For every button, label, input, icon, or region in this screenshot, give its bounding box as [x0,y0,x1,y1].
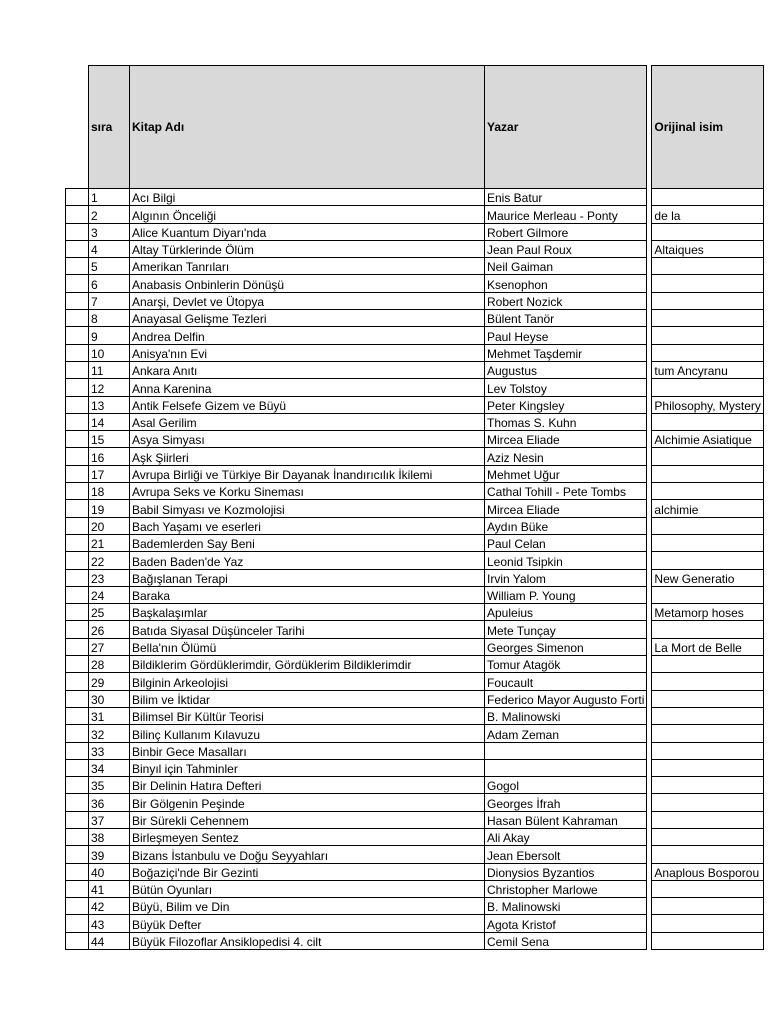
row-blank-cell [66,759,89,776]
book-title-cell[interactable]: Bir Sürekli Cehennem [130,811,485,828]
table-row [66,742,764,759]
author-cell[interactable]: Dionysios Byzantios [485,863,647,880]
row-number-cell[interactable]: 2 [89,206,130,223]
book-title-cell[interactable]: Amerikan Tanrıları [130,258,485,275]
author-cell[interactable]: Apuleius [485,604,647,621]
row-number-cell[interactable]: 6 [89,275,130,292]
row-number-cell[interactable]: 18 [89,483,130,500]
row-blank-cell [66,656,89,673]
table-row [66,413,764,430]
row-blank-cell [66,413,89,430]
author-cell[interactable]: Federico Mayor Augusto Forti [485,690,647,707]
row-number-cell[interactable]: 42 [89,898,130,915]
original-title-cell[interactable] [652,483,763,500]
author-cell[interactable]: Mete Tunçay [485,621,647,638]
author-cell[interactable]: Bülent Tanör [485,310,647,327]
author-cell[interactable]: Maurice Merleau - Ponty [485,206,647,223]
original-title-cell[interactable]: alchimie [652,500,763,517]
row-number-cell[interactable]: 27 [89,638,130,655]
table-row [66,310,764,327]
row-blank-cell [66,310,89,327]
author-cell[interactable]: Gogol [485,777,647,794]
row-number-cell[interactable]: 14 [89,413,130,430]
author-cell[interactable]: Hasan Bülent Kahraman [485,811,647,828]
author-cell[interactable]: B. Malinowski [485,707,647,724]
row-number-cell[interactable]: 13 [89,396,130,413]
table-row [66,932,764,949]
author-cell[interactable] [485,759,647,776]
row-blank-cell [66,707,89,724]
book-title-cell[interactable]: Bir Gölgenin Peşinde [130,794,485,811]
book-title-cell[interactable]: Bildiklerim Gördüklerimdir, Gördüklerim Bildiklerimdir [130,656,485,673]
original-title-cell[interactable] [652,534,763,551]
row-blank-cell [66,725,89,742]
book-title-cell[interactable]: Alice Kuantum Diyarı'nda [130,223,485,240]
row-number-cell[interactable]: 10 [89,344,130,361]
row-number-cell[interactable]: 12 [89,379,130,396]
row-number-cell[interactable]: 36 [89,794,130,811]
original-title-cell[interactable] [652,759,763,776]
original-title-cell[interactable] [652,517,763,534]
author-cell[interactable]: Adam Zeman [485,725,647,742]
author-cell[interactable]: Robert Nozick [485,292,647,309]
row-number-cell[interactable]: 5 [89,258,130,275]
row-number-cell[interactable]: 17 [89,465,130,482]
row-blank-cell [66,223,89,240]
author-cell[interactable]: Paul Celan [485,534,647,551]
row-number-cell[interactable]: 41 [89,880,130,897]
author-cell[interactable]: Foucault [485,673,647,690]
row-blank-cell [66,932,89,949]
row-blank-cell [66,379,89,396]
row-blank-cell [66,569,89,586]
row-number-cell[interactable]: 21 [89,534,130,551]
original-title-cell[interactable] [652,552,763,569]
row-number-cell[interactable]: 29 [89,673,130,690]
table-row [66,206,764,223]
row-blank-cell [66,846,89,863]
book-title-cell[interactable]: Algının Önceliği [130,206,485,223]
author-cell[interactable]: Enis Batur [485,189,647,206]
author-cell[interactable]: Lev Tolstoy [485,379,647,396]
original-title-cell[interactable] [652,465,763,482]
book-title-cell[interactable]: Bella'nın Ölümü [130,638,485,655]
book-title-cell[interactable]: Binyıl için Tahminler [130,759,485,776]
row-blank-cell [66,275,89,292]
author-cell[interactable]: Aziz Nesin [485,448,647,465]
book-title-cell[interactable]: Avrupa Birliği ve Türkiye Bir Dayanak İnandırıcılık İkilemi [130,465,485,482]
book-title-cell[interactable]: Batıda Siyasal Düşünceler Tarihi [130,621,485,638]
row-blank-cell [66,189,89,206]
table-row [66,604,764,621]
original-title-cell[interactable]: de la [652,206,763,223]
row-number-cell[interactable]: 9 [89,327,130,344]
author-cell[interactable] [485,742,647,759]
table-row [66,258,764,275]
author-cell[interactable]: Robert Gilmore [485,223,647,240]
row-number-cell[interactable]: 22 [89,552,130,569]
table-row [66,707,764,724]
table-row [66,621,764,638]
row-number-cell[interactable]: 34 [89,759,130,776]
row-number-cell[interactable]: 35 [89,777,130,794]
author-cell[interactable]: Paul Heyse [485,327,647,344]
table-row [66,534,764,551]
original-title-cell[interactable] [652,742,763,759]
row-number-cell[interactable]: 26 [89,621,130,638]
book-title-cell[interactable]: Bilim ve İktidar [130,690,485,707]
table-row [66,344,764,361]
book-title-cell[interactable]: Aşk Şiirleri [130,448,485,465]
row-blank-cell [66,915,89,932]
author-cell[interactable]: Peter Kingsley [485,396,647,413]
book-title-cell[interactable]: Acı Bilgi [130,189,485,206]
row-blank-cell [66,500,89,517]
book-title-cell[interactable]: Bach Yaşamı ve eserleri [130,517,485,534]
row-number-cell[interactable]: 33 [89,742,130,759]
table-row [66,673,764,690]
book-title-cell[interactable]: Asya Simyası [130,431,485,448]
author-cell[interactable]: Irvin Yalom [485,569,647,586]
table-row [66,777,764,794]
original-title-cell[interactable] [652,846,763,863]
book-title-cell[interactable]: Baden Baden'de Yaz [130,552,485,569]
row-blank-cell [66,292,89,309]
table-row [66,811,764,828]
original-title-cell[interactable] [652,189,763,206]
original-title-cell[interactable] [652,344,763,361]
row-number-cell[interactable]: 7 [89,292,130,309]
original-title-cell[interactable] [652,656,763,673]
author-cell[interactable]: Mircea Eliade [485,500,647,517]
original-title-cell[interactable]: Altaiques [652,240,763,257]
original-title-cell[interactable] [652,880,763,897]
original-title-cell[interactable] [652,707,763,724]
row-number-cell[interactable]: 38 [89,828,130,845]
row-number-cell[interactable]: 31 [89,707,130,724]
header-sira[interactable]: sıra [89,66,130,189]
row-number-cell[interactable]: 15 [89,431,130,448]
author-cell[interactable]: Jean Ebersolt [485,846,647,863]
table-row [66,448,764,465]
original-title-cell[interactable] [652,258,763,275]
row-blank-cell [66,552,89,569]
row-blank-cell [66,604,89,621]
row-blank-cell [66,742,89,759]
book-title-cell[interactable]: Bir Delinin Hatıra Defteri [130,777,485,794]
table-row [66,240,764,257]
row-number-cell[interactable]: 37 [89,811,130,828]
original-title-cell[interactable]: Metamorp hoses [652,604,763,621]
table-row [66,552,764,569]
book-title-cell[interactable]: Büyük Defter [130,915,485,932]
original-title-cell[interactable] [652,292,763,309]
book-title-cell[interactable]: Avrupa Seks ve Korku Sineması [130,483,485,500]
author-cell[interactable]: Jean Paul Roux [485,240,647,257]
book-title-cell[interactable]: Binbir Gece Masalları [130,742,485,759]
row-blank-cell [66,863,89,880]
table-row [66,569,764,586]
book-title-cell[interactable]: Büyü, Bilim ve Din [130,898,485,915]
book-title-cell[interactable]: Bütün Oyunları [130,880,485,897]
row-blank-cell [66,880,89,897]
author-cell[interactable]: William P. Young [485,586,647,603]
table-row [66,517,764,534]
table-row [66,759,764,776]
table-row [66,656,764,673]
original-title-cell[interactable] [652,932,763,949]
table-row [66,396,764,413]
row-number-cell[interactable]: 43 [89,915,130,932]
author-cell[interactable]: Augustus [485,361,647,378]
table-row [66,500,764,517]
original-title-cell[interactable] [652,915,763,932]
table-row [66,586,764,603]
book-title-cell[interactable]: Anayasal Gelişme Tezleri [130,310,485,327]
book-list-table [65,65,764,950]
table-row [66,483,764,500]
original-title-cell[interactable] [652,586,763,603]
row-number-cell[interactable]: 28 [89,656,130,673]
row-number-cell[interactable]: 16 [89,448,130,465]
table-row [66,690,764,707]
table-row [66,638,764,655]
author-cell[interactable]: Ali Akay [485,828,647,845]
row-blank-cell [66,794,89,811]
table-row [66,725,764,742]
row-blank-cell [66,777,89,794]
book-title-cell[interactable]: Anarşi, Devlet ve Ütopya [130,292,485,309]
row-number-cell[interactable]: 19 [89,500,130,517]
original-title-cell[interactable] [652,673,763,690]
book-title-cell[interactable]: Başkalaşımlar [130,604,485,621]
row-number-cell[interactable]: 44 [89,932,130,949]
original-title-cell[interactable] [652,777,763,794]
table-row [66,379,764,396]
author-cell[interactable]: Cemil Sena [485,932,647,949]
row-blank-cell [66,586,89,603]
book-title-cell[interactable]: Altay Türklerinde Ölüm [130,240,485,257]
original-title-cell[interactable] [652,621,763,638]
book-title-cell[interactable]: Boğaziçi'nde Bir Gezinti [130,863,485,880]
row-blank-cell [66,483,89,500]
book-title-cell[interactable]: Anabasis Onbinlerin Dönüşü [130,275,485,292]
row-number-cell[interactable]: 11 [89,361,130,378]
header-yazar[interactable]: Yazar [485,66,647,189]
book-title-cell[interactable]: Antik Felsefe Gizem ve Büyü [130,396,485,413]
author-cell[interactable]: Mircea Eliade [485,431,647,448]
row-blank-cell [66,361,89,378]
book-title-cell[interactable]: Büyük Filozoflar Ansiklopedisi 4. cilt [130,932,485,949]
row-blank-cell [66,517,89,534]
row-blank-cell [66,638,89,655]
row-number-cell[interactable]: 20 [89,517,130,534]
original-title-cell[interactable] [652,794,763,811]
book-title-cell[interactable]: Bilinç Kullanım Kılavuzu [130,725,485,742]
row-blank-cell [66,206,89,223]
row-number-cell[interactable]: 1 [89,189,130,206]
original-title-cell[interactable] [652,898,763,915]
original-title-cell[interactable]: La Mort de Belle [652,638,763,655]
header-kitap-adi[interactable]: Kitap Adı [130,66,485,189]
table-row [66,863,764,880]
author-cell[interactable]: Mehmet Taşdemir [485,344,647,361]
table-row [66,846,764,863]
book-title-cell[interactable]: Babil Simyası ve Kozmolojisi [130,500,485,517]
author-cell[interactable]: Christopher Marlowe [485,880,647,897]
author-cell[interactable]: Leonid Tsipkin [485,552,647,569]
table-row [66,828,764,845]
row-blank-cell [66,327,89,344]
row-blank-cell [66,828,89,845]
author-cell[interactable]: Georges Simenon [485,638,647,655]
row-blank-cell [66,898,89,915]
author-cell[interactable]: Thomas S. Kuhn [485,413,647,430]
table-row [66,327,764,344]
row-blank-cell [66,811,89,828]
header-spacer [66,66,89,189]
row-blank-cell [66,344,89,361]
table-row [66,794,764,811]
original-title-cell[interactable]: New Generatio [652,569,763,586]
original-title-cell[interactable] [652,327,763,344]
row-blank-cell [66,621,89,638]
original-title-cell[interactable] [652,413,763,430]
book-title-cell[interactable]: Ankara Anıtı [130,361,485,378]
table-row [66,275,764,292]
row-number-cell[interactable]: 24 [89,586,130,603]
book-title-cell[interactable]: Bademlerden Say Beni [130,534,485,551]
author-cell[interactable]: Tomur Atagök [485,656,647,673]
row-blank-cell [66,465,89,482]
row-blank-cell [66,431,89,448]
author-cell[interactable]: B. Malinowski [485,898,647,915]
table-row [66,915,764,932]
author-cell[interactable]: Neil Gaiman [485,258,647,275]
author-cell[interactable]: Georges İfrah [485,794,647,811]
book-title-cell[interactable]: Anisya'nın Evi [130,344,485,361]
row-number-cell[interactable]: 4 [89,240,130,257]
table-row [66,189,764,206]
row-number-cell[interactable]: 40 [89,863,130,880]
table-row [66,465,764,482]
header-orijinal-isim[interactable]: Orijinal isim [652,66,763,189]
original-title-cell[interactable] [652,811,763,828]
table-row [66,361,764,378]
table-row [66,292,764,309]
original-title-cell[interactable] [652,725,763,742]
row-number-cell[interactable]: 8 [89,310,130,327]
author-cell[interactable]: Agota Kristof [485,915,647,932]
row-blank-cell [66,240,89,257]
author-cell[interactable]: Aydın Büke [485,517,647,534]
author-cell[interactable]: Cathal Tohill - Pete Tombs [485,483,647,500]
row-number-cell[interactable]: 23 [89,569,130,586]
original-title-cell[interactable] [652,275,763,292]
row-blank-cell [66,673,89,690]
row-number-cell[interactable]: 30 [89,690,130,707]
table-row [66,223,764,240]
table-row [66,431,764,448]
row-blank-cell [66,396,89,413]
row-number-cell[interactable]: 3 [89,223,130,240]
original-title-cell[interactable] [652,690,763,707]
author-cell[interactable]: Ksenophon [485,275,647,292]
original-title-cell[interactable] [652,223,763,240]
book-title-cell[interactable]: Bilimsel Bir Kültür Teorisi [130,707,485,724]
table-row [66,880,764,897]
original-title-cell[interactable] [652,310,763,327]
row-number-cell[interactable]: 25 [89,604,130,621]
original-title-cell[interactable]: Alchimie Asiatique [652,431,763,448]
book-title-cell[interactable]: Anna Karenina [130,379,485,396]
original-title-cell[interactable] [652,448,763,465]
row-blank-cell [66,258,89,275]
original-title-cell[interactable] [652,379,763,396]
table-row [66,898,764,915]
book-title-cell[interactable]: Baraka [130,586,485,603]
book-title-cell[interactable]: Birleşmeyen Sentez [130,828,485,845]
original-title-cell[interactable]: Philosophy, Mystery [652,396,763,413]
original-title-cell[interactable] [652,828,763,845]
row-number-cell[interactable]: 32 [89,725,130,742]
book-title-cell[interactable]: Andrea Delfin [130,327,485,344]
row-blank-cell [66,534,89,551]
book-title-cell[interactable]: Bilginin Arkeolojisi [130,673,485,690]
original-title-cell[interactable]: tum Ancyranu [652,361,763,378]
author-cell[interactable]: Mehmet Uğur [485,465,647,482]
original-title-cell[interactable]: Anaplous Bosporou [652,863,763,880]
book-title-cell[interactable]: Asal Gerilim [130,413,485,430]
row-blank-cell [66,448,89,465]
row-number-cell[interactable]: 39 [89,846,130,863]
book-title-cell[interactable]: Bağışlanan Terapi [130,569,485,586]
book-title-cell[interactable]: Bizans İstanbulu ve Doğu Seyyahları [130,846,485,863]
header-row [66,66,764,189]
row-blank-cell [66,690,89,707]
